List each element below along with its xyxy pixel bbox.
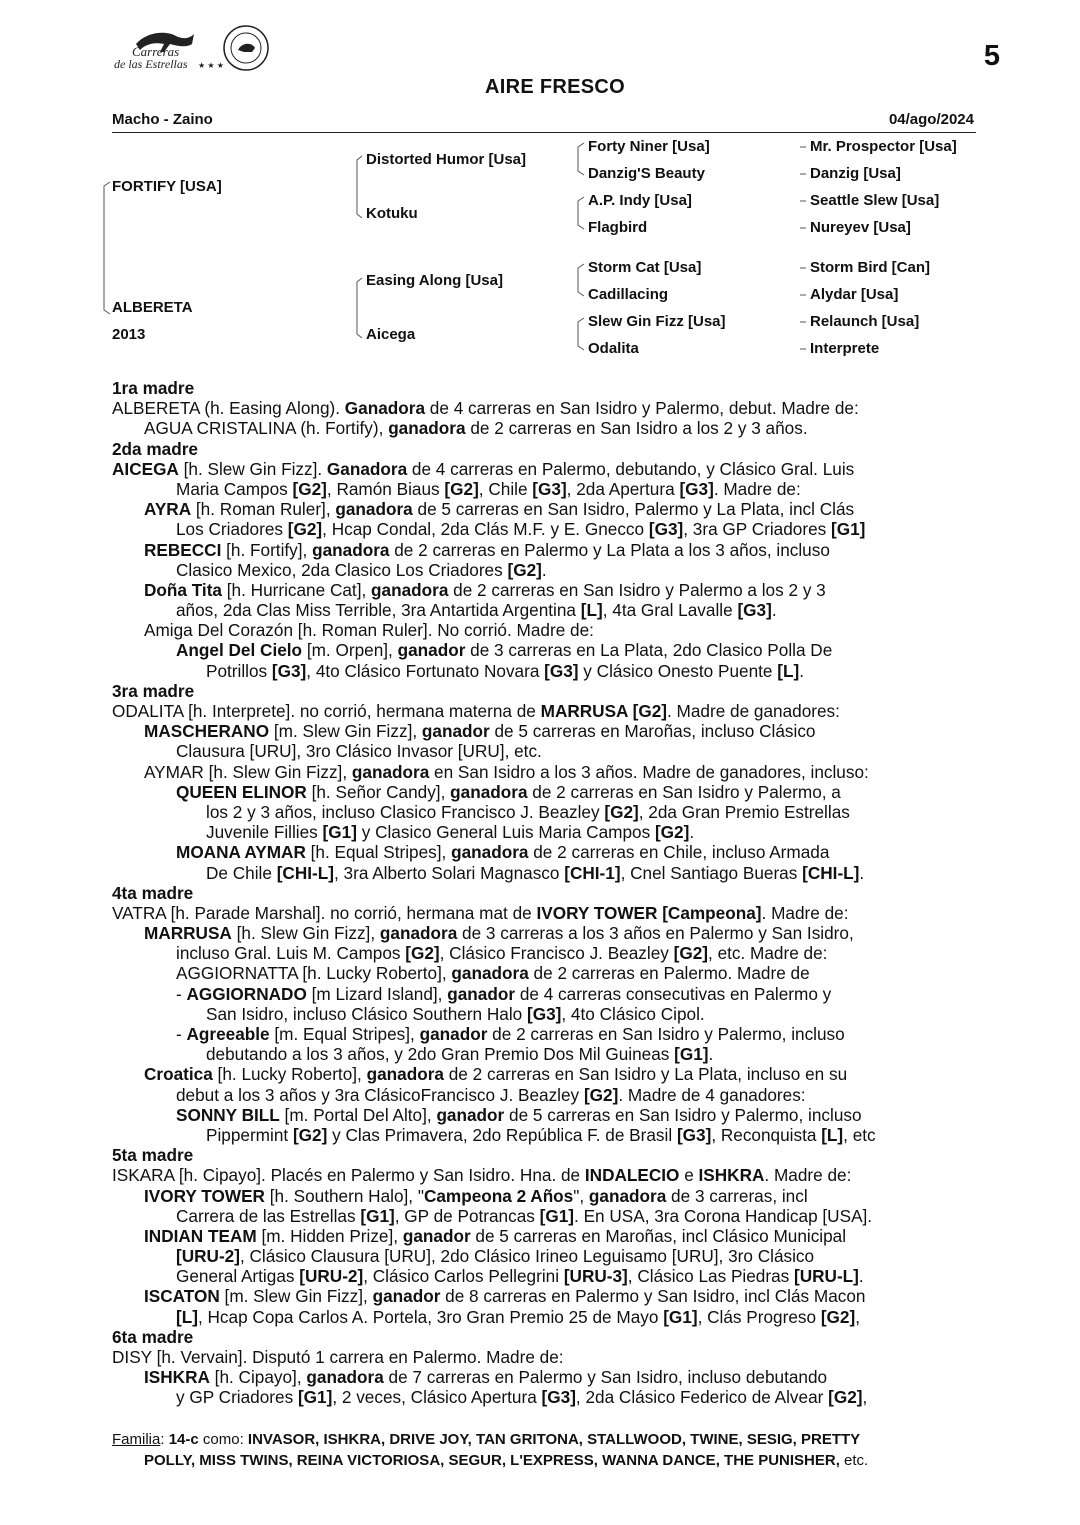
bold-text: ganadora <box>451 963 529 984</box>
text: de 5 carreras en San Isidro y Palermo, incluso <box>504 1104 862 1125</box>
text: de 3 carreras a los 3 años en Palermo y San Isidro, <box>457 923 854 944</box>
gen4-1: Mr. Prospector [Usa] <box>810 138 957 155</box>
text-line <box>112 640 1002 660</box>
text: Carrera de las Estrellas <box>176 1205 361 1226</box>
text-line <box>112 1246 1002 1266</box>
bold-text: [G2] <box>604 801 639 822</box>
text: [m. Slew Gin Fizz], <box>219 1286 373 1307</box>
text-line <box>112 1064 1002 1084</box>
text: [m. Portal Del Alto], <box>279 1104 437 1125</box>
text-line <box>112 1085 1002 1105</box>
family-names-line2: POLLY, MISS TWINS, REINA VICTORIOSA, SEGUR, L'EXPRESS, WANNA DANCE, THE PUNISHER, <box>144 1452 840 1469</box>
text: de 2 carreras en San Isidro y La Plata, incluso en su <box>443 1064 848 1085</box>
sire-dam: Kotuku <box>366 205 418 222</box>
bold-text: [G2] <box>287 519 323 540</box>
text: [h. Roman Ruler], <box>191 499 336 520</box>
text-line <box>112 903 1002 923</box>
gen3-5: Storm Cat [Usa] <box>588 259 702 276</box>
text-line <box>112 1125 1002 1145</box>
text: , GP de Potrancas <box>394 1205 540 1226</box>
text: , 4to Clásico Fortunato Novara <box>306 660 545 681</box>
bold-text: [G1] <box>831 519 866 540</box>
text: de 5 carreras en San Isidro, Palermo y La Plata, incl Clás <box>412 499 855 520</box>
text: de 2 carreras en San Isidro a los 2 y 3 años. <box>465 418 808 439</box>
gen3-3: A.P. Indy [Usa] <box>588 192 692 209</box>
text: , Hcap Copa Carlos A. Portela, 3ro Gran Premio 25 de Mayo <box>197 1306 664 1327</box>
text-line <box>112 1165 1002 1185</box>
text-line <box>112 1186 1002 1206</box>
bold-text: ganador <box>397 640 466 661</box>
text-line <box>112 701 1002 721</box>
text: [h. Slew Gin Fizz]. <box>178 458 327 479</box>
text: , Clásico Las Piedras <box>627 1266 794 1287</box>
text: de 3 carreras en La Plata, 2do Clasico Polla De <box>465 640 833 661</box>
bold-text: Angel Del Cielo <box>176 640 303 661</box>
sire: FORTIFY [USA] <box>112 178 222 195</box>
bold-text: ganador <box>419 1024 488 1044</box>
gen3-7: Slew Gin Fizz [Usa] <box>588 313 726 330</box>
text: , Chile <box>478 478 533 499</box>
bold-text: [G2] <box>444 478 479 499</box>
dam-sire: Easing Along [Usa] <box>366 272 503 289</box>
text-line <box>112 1004 1002 1024</box>
text: [m. Equal Stripes], <box>269 1024 420 1044</box>
text: . Madre de: <box>764 1165 852 1186</box>
family-footer <box>112 1429 1002 1471</box>
text: , 4to Clásico Cipol. <box>561 1003 705 1024</box>
text-line <box>112 1044 1002 1064</box>
gen3-6: Cadillacing <box>588 286 669 303</box>
text: - <box>176 983 187 1004</box>
bold-text: [G2] <box>820 1306 856 1327</box>
section-heading: 4ta madre <box>112 882 194 903</box>
text: de 4 carreras en Palermo, debutando, y Clásico Gral. Luis <box>407 458 855 479</box>
page-number: 5 <box>983 40 1000 72</box>
text: Los Criadores <box>176 519 288 540</box>
text: de 4 carreras consecutivas en Palermo y <box>515 983 832 1004</box>
bold-text: [G3] <box>271 660 307 681</box>
text: . <box>771 600 777 621</box>
text: . <box>799 660 804 681</box>
bold-text: [URU-2] <box>176 1246 240 1267</box>
bold-text: Ganadora <box>344 398 426 419</box>
bold-text: ISHKRA <box>144 1367 210 1388</box>
bold-text: ISHKRA <box>698 1165 765 1186</box>
bold-text: [G2] <box>583 1084 619 1105</box>
text-line <box>112 1206 1002 1226</box>
gen4-5: Storm Bird [Can] <box>810 259 930 276</box>
text: AGUA CRISTALINA (h. Fortify), <box>144 418 389 439</box>
text-line <box>112 560 1002 580</box>
text-line <box>112 661 1002 681</box>
gen3-1: Forty Niner [Usa] <box>588 138 710 155</box>
section-heading: 5ta madre <box>112 1145 194 1166</box>
text: General Artigas <box>176 1266 300 1287</box>
text: de 4 carreras en San Isidro y Palermo, debut. Madre de: <box>425 398 859 419</box>
family-code: 14-c <box>168 1431 199 1448</box>
text: AYMAR [h. Slew Gin Fizz], <box>144 761 352 782</box>
text: , 2da Gran Premio Estrellas <box>638 801 850 822</box>
bold-text: [G2] <box>507 559 542 580</box>
gen4-7: Relaunch [Usa] <box>810 313 920 330</box>
text-line <box>112 943 1002 963</box>
report-date: 04/ago/2024 <box>888 111 974 128</box>
bold-text: ganadora <box>450 781 528 802</box>
text: [m. Hidden Prize], <box>256 1225 403 1246</box>
text: [h. Señor Candy], <box>306 781 451 802</box>
text: debutando a los 3 años, y 2do Gran Premio Dos Mil Guineas <box>206 1044 675 1065</box>
text-line <box>112 580 1002 600</box>
gen4-2: Danzig [Usa] <box>810 165 901 182</box>
bold-text: [L] <box>580 600 603 621</box>
bold-text: [G2] <box>292 478 327 499</box>
bold-text: [G3] <box>648 519 684 540</box>
family-como: como: <box>202 1431 244 1448</box>
text: de 7 carreras en Palermo y San Isidro, incluso debutando <box>383 1367 828 1388</box>
text-line <box>112 398 1002 418</box>
bold-text: [G3] <box>527 1003 562 1024</box>
bold-text: ganador <box>447 983 516 1004</box>
bold-text: MOANA AYMAR <box>176 842 306 863</box>
text-line <box>112 418 1002 438</box>
text: . <box>859 862 865 883</box>
text: , <box>862 1387 868 1408</box>
text: y Clasico General Luis Maria Campos <box>356 822 655 843</box>
bold-text: MARRUSA <box>144 923 232 944</box>
text-line <box>112 721 1002 741</box>
text: . Madre de: <box>713 478 801 499</box>
text: , Clásico Carlos Pellegrini <box>363 1266 564 1287</box>
text-line <box>112 984 1002 1004</box>
sex-color: Macho - Zaino <box>112 111 213 128</box>
sire-sire: Distorted Humor [Usa] <box>366 151 527 168</box>
text: , Reconquista <box>711 1124 822 1145</box>
dam: ALBERETA <box>112 299 193 316</box>
text: de 3 carreras, incl <box>666 1185 808 1206</box>
text: Amiga Del Corazón [h. Roman Ruler]. No corrió. Madre de: <box>144 620 594 641</box>
bold-text: [G1] <box>297 1387 333 1408</box>
text: [h. Cipayo], <box>209 1367 307 1388</box>
text: VATRA [h. Parade Marshal]. no corrió, hermana mat de <box>112 902 537 923</box>
bold-text: AGGIORNADO <box>186 983 307 1004</box>
text: [h. Hurricane Cat], <box>222 579 372 600</box>
text: . Madre de 4 ganadores: <box>618 1084 806 1105</box>
text: ISKARA [h. Cipayo]. Placés en Palermo y San Isidro. Hna. de <box>112 1165 585 1186</box>
gen4-4: Nureyev [Usa] <box>810 219 911 236</box>
bold-text: [G2] <box>405 943 440 964</box>
horse-name-title: AIRE FRESCO <box>485 76 625 98</box>
family-etc: etc. <box>844 1452 869 1469</box>
bold-text: ganadora <box>371 579 449 600</box>
female-family-text <box>112 378 1002 1408</box>
text: ", <box>573 1185 589 1206</box>
bold-text: [G1] <box>539 1205 575 1226</box>
text-line <box>112 1286 1002 1306</box>
text: . Madre de: <box>761 902 849 923</box>
dam-dam: Aicega <box>366 326 416 343</box>
text: incluso Gral. Luis M. Campos <box>176 943 406 964</box>
bold-text: ganador <box>436 1104 505 1125</box>
bold-text: ganadora <box>312 539 390 560</box>
bold-text: [CHI-L] <box>802 862 860 883</box>
bold-text: [URU-2] <box>299 1266 364 1287</box>
bold-text: QUEEN ELINOR <box>176 781 307 802</box>
bold-text: [G1] <box>322 822 357 843</box>
bold-text: ganadora <box>379 923 458 944</box>
text: , Clásico Francisco J. Beazley <box>439 943 674 964</box>
text: , Hcap Condal, 2da Clás M.F. y E. Gnecco <box>322 519 649 540</box>
bold-text: Campeona 2 Años <box>423 1185 574 1206</box>
text: Clasico Mexico, 2da Clasico Los Criadores <box>176 559 508 580</box>
family-names-line1: INVASOR, ISHKRA, DRIVE JOY, TAN GRITONA, STALLWOOD, TWINE, SESIG, PRETTY <box>247 1431 861 1448</box>
text: [m. Orpen], <box>302 640 398 661</box>
text: [h. Southern Halo], " <box>264 1185 424 1206</box>
section-heading: 1ra madre <box>112 378 195 398</box>
text: De Chile <box>206 862 277 883</box>
text: debut a los 3 años y 3ra ClásicoFrancisco J. Beazley <box>176 1084 584 1105</box>
text: , etc <box>843 1124 876 1145</box>
text: . <box>858 1266 864 1287</box>
text: ODALITA [h. Interprete]. no corrió, hermana materna de <box>112 701 541 721</box>
text-line <box>112 863 1002 883</box>
text: Pippermint <box>206 1124 293 1145</box>
text: San Isidro, incluso Clásico Southern Halo <box>206 1003 527 1024</box>
bold-text: [G3] <box>541 1387 576 1408</box>
text: de 5 carreras en Maroñas, incl Clásico Municipal <box>470 1225 847 1246</box>
text-line <box>112 620 1002 640</box>
text: de 2 carreras en San Isidro y Palermo, a <box>527 781 841 802</box>
gen4-3: Seattle Slew [Usa] <box>810 192 940 209</box>
bold-text: ganador <box>421 721 490 742</box>
text-line <box>112 741 1002 761</box>
family-label: Familia <box>112 1431 161 1448</box>
text-line <box>112 600 1002 620</box>
text-line <box>112 822 1002 842</box>
text: DISY [h. Vervain]. Disputó 1 carrera en Palermo. Madre de: <box>112 1347 564 1367</box>
bold-text: [G1] <box>663 1306 698 1327</box>
text: y Clásico Onesto Puente <box>578 660 778 681</box>
section-heading: 3ra madre <box>112 680 195 701</box>
text: años, 2da Clas Miss Terrible, 3ra Antartida Argentina <box>176 600 581 621</box>
text: AGGIORNATTA [h. Lucky Roberto], <box>176 963 452 984</box>
bold-text: [L] <box>821 1124 844 1145</box>
text: , Clás Progreso <box>697 1306 821 1327</box>
bold-text: [G2] <box>654 822 690 843</box>
bold-text: [G1] <box>674 1044 709 1065</box>
text-line <box>112 479 1002 499</box>
bold-text: [G3] <box>679 478 714 499</box>
bold-text: ganadora <box>588 1185 667 1206</box>
bold-text: [G3] <box>532 478 567 499</box>
bold-text: MARRUSA [G2] <box>540 701 667 721</box>
bold-text: ganadora <box>451 842 529 863</box>
text: Potrillos <box>206 660 272 681</box>
text-line <box>112 842 1002 862</box>
bold-text: ganadora <box>351 761 430 782</box>
bold-text: Ganadora <box>326 458 408 479</box>
bold-text: SONNY BILL <box>176 1104 280 1125</box>
family-label-colon: : <box>160 1431 169 1448</box>
text-line <box>112 1387 1002 1407</box>
bold-text: ganador <box>372 1286 441 1307</box>
text-line <box>112 1367 1002 1387</box>
text: de 5 carreras en Maroñas, incluso Clásico <box>489 721 816 742</box>
bold-text: ISCATON <box>144 1286 220 1307</box>
bold-text: ganadora <box>306 1367 384 1388</box>
bold-text: INDALECIO <box>584 1165 680 1186</box>
text-line <box>112 1024 1002 1044</box>
bold-text: [G1] <box>360 1205 395 1226</box>
text: [m Lizard Island], <box>306 983 448 1004</box>
text-line <box>112 459 1002 479</box>
bold-text: IVORY TOWER <box>144 1185 265 1206</box>
text: [m. Slew Gin Fizz], <box>269 721 422 742</box>
text: de 2 carreras en Palermo. Madre de <box>528 963 810 984</box>
bold-text: [CHI-L] <box>276 862 334 883</box>
text: Clausura [URU], 3ro Clásico Invasor [URU], etc. <box>176 741 542 762</box>
text: , 3ra GP Criadores <box>683 519 831 540</box>
bold-text: [G3] <box>676 1124 712 1145</box>
text-line <box>112 519 1002 539</box>
text-line <box>112 762 1002 782</box>
gen4-6: Alydar [Usa] <box>810 286 899 303</box>
text: . Madre de ganadores: <box>666 701 840 721</box>
text: , Clásico Clausura [URU], 2do Clásico Irineo Leguisamo [URU], 3ro Clásico <box>239 1246 815 1267</box>
bold-text: Croatica <box>144 1064 213 1085</box>
text: de 2 carreras en San Isidro y Palermo, incluso <box>487 1024 845 1044</box>
bold-text: Agreeable <box>186 1024 270 1044</box>
text: [h. Fortify], <box>221 539 313 560</box>
text: , 4ta Gral Lavalle <box>602 600 738 621</box>
text: y GP Criadores <box>176 1387 298 1408</box>
dam-year: 2013 <box>112 326 146 343</box>
svg-text:de las Estrellas: de las Estrellas <box>114 57 188 71</box>
text-line <box>112 1347 1002 1367</box>
bold-text: IVORY TOWER [Campeona] <box>536 902 762 923</box>
text: , 2da Apertura <box>566 478 680 499</box>
bold-text: REBECCI <box>144 539 222 560</box>
bold-text: [G2] <box>673 943 709 964</box>
section-heading: 2da madre <box>112 438 198 459</box>
svg-text:★ ★ ★: ★ ★ ★ <box>198 61 224 70</box>
bold-text: ganadora <box>388 418 466 439</box>
bold-text: AICEGA <box>112 458 179 479</box>
bold-text: [G2] <box>828 1387 863 1408</box>
text: Juvenile Fillies <box>206 822 323 843</box>
bold-text: [G3] <box>544 660 579 681</box>
text: , Cnel Santiago Bueras <box>620 862 803 883</box>
bold-text: [CHI-1] <box>564 862 621 883</box>
text: ALBERETA (h. Easing Along). <box>112 398 345 419</box>
text-line <box>112 1226 1002 1246</box>
text: e <box>679 1165 699 1186</box>
text-line <box>112 540 1002 560</box>
bold-text: [L] <box>176 1306 198 1327</box>
text-line <box>112 782 1002 802</box>
bold-text: Doña Tita <box>144 579 222 600</box>
text-line <box>112 1266 1002 1286</box>
text: , 2 veces, Clásico Apertura <box>332 1387 542 1408</box>
gen3-2: Danzig'S Beauty <box>588 165 705 182</box>
section-heading: 6ta madre <box>112 1326 194 1347</box>
bold-text: ganador <box>402 1225 471 1246</box>
text: , 2da Clásico Federico de Alvear <box>575 1387 829 1408</box>
text: en San Isidro a los 3 años. Madre de ganadores, incluso: <box>429 761 869 782</box>
bold-text: [G3] <box>737 600 772 621</box>
text-line <box>112 963 1002 983</box>
text: [h. Slew Gin Fizz], <box>231 923 380 944</box>
text-line <box>112 802 1002 822</box>
text: , <box>855 1306 860 1327</box>
bold-text: MASCHERANO <box>144 721 270 742</box>
text: , etc. Madre de: <box>708 943 828 964</box>
text: , 3ra Alberto Solari Magnasco <box>333 862 565 883</box>
text: los 2 y 3 años, incluso Clasico Francisco J. Beazley <box>206 801 605 822</box>
text: Maria Campos <box>176 478 293 499</box>
bold-text: INDIAN TEAM <box>144 1225 257 1246</box>
bold-text: [L] <box>777 660 800 681</box>
text: [h. Lucky Roberto], <box>212 1064 367 1085</box>
gen3-8: Odalita <box>588 340 639 357</box>
gen3-4: Flagbird <box>588 219 648 236</box>
text: - <box>176 1024 187 1044</box>
bold-text: [URU-L] <box>794 1266 859 1287</box>
text: y Clas Primavera, 2do República F. de Brasil <box>327 1124 677 1145</box>
text: [h. Equal Stripes], <box>305 842 452 863</box>
svg-text:Carreras: Carreras <box>132 44 180 59</box>
text: . En USA, 3ra Corona Handicap [USA]. <box>574 1205 873 1226</box>
bold-text: [URU-3] <box>563 1266 628 1287</box>
bold-text: [G2] <box>292 1124 328 1145</box>
text: de 8 carreras en Palermo y San Isidro, incl Clás Macon <box>440 1286 866 1307</box>
text: de 2 carreras en Palermo y La Plata a los 3 años, incluso <box>389 539 830 560</box>
text-line <box>112 923 1002 943</box>
text: de 2 carreras en San Isidro y Palermo a los 2 y 3 <box>448 579 826 600</box>
bold-text: ganadora <box>335 499 413 520</box>
text: de 2 carreras en Chile, incluso Armada <box>528 842 830 863</box>
gen4-8: Interprete <box>810 340 880 357</box>
text-line <box>112 499 1002 519</box>
text: . <box>541 559 547 580</box>
text-line <box>112 1105 1002 1125</box>
bold-text: AYRA <box>144 499 192 520</box>
text: . <box>708 1044 714 1065</box>
text-line <box>112 1307 1002 1327</box>
text: . <box>689 822 695 843</box>
bold-text: ganadora <box>366 1064 444 1085</box>
text: , Ramón Biaus <box>326 478 445 499</box>
